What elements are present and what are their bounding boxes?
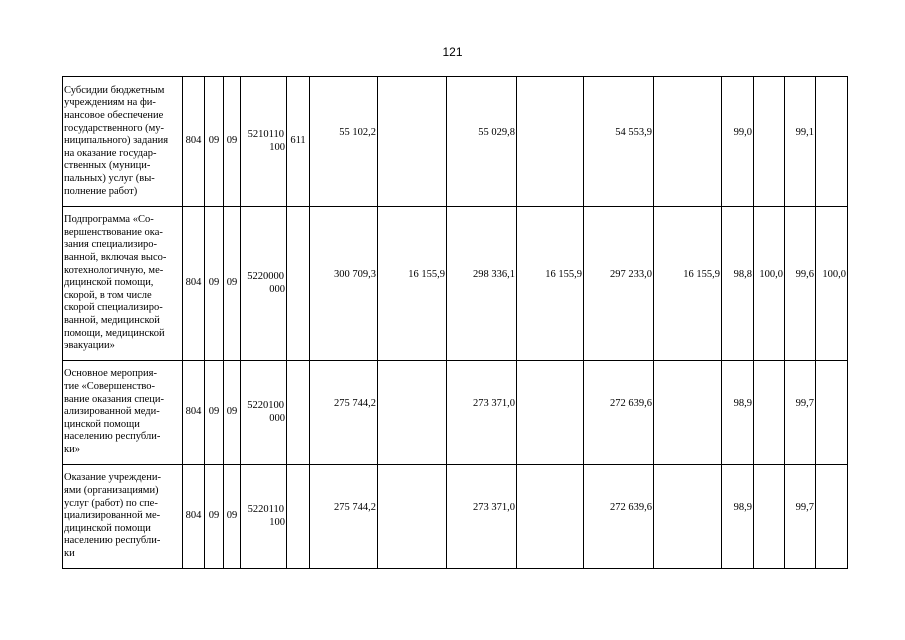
row-name-line: помощи, медицинской <box>64 327 165 339</box>
plan-total-value: 275 744,2 <box>334 398 376 410</box>
table-row <box>63 361 848 465</box>
row-name-line: скорой специализиро- <box>64 302 163 314</box>
percent-approved-federal-value: 100,0 <box>822 269 846 281</box>
percent-approved-total <box>785 77 816 207</box>
table-row <box>63 465 848 569</box>
row-name-line: полнение работ) <box>64 185 138 197</box>
target-article-code-top: 5210110 <box>247 128 284 140</box>
row-name <box>63 207 183 361</box>
row-name-line: ниципального) задания <box>64 135 169 147</box>
percent-approved-total-value: 99,7 <box>795 398 814 410</box>
table-row <box>63 77 848 207</box>
target-article-code-bottom: 000 <box>269 412 285 424</box>
row-name-line: ями (организациями) <box>64 485 159 497</box>
plan-total-value: 55 102,2 <box>339 127 376 139</box>
percent-approved-total-value: 99,1 <box>795 127 814 139</box>
approved-total <box>447 207 517 361</box>
target-article-code-top: 5220100 <box>247 399 284 411</box>
row-name-line: ки» <box>64 443 80 455</box>
subsection-code: 09 <box>224 207 241 361</box>
row-name-line: циализированной ме- <box>64 510 161 522</box>
row-name-line: ванной, включая высо- <box>64 252 167 264</box>
approved-total-value: 273 371,0 <box>473 398 515 410</box>
budget-table <box>62 76 848 569</box>
approved-federal <box>517 77 584 207</box>
percent-plan-federal <box>754 361 785 465</box>
expense-type-code <box>287 465 310 569</box>
target-article-code <box>241 465 287 569</box>
percent-approved-total-value: 99,7 <box>795 502 814 514</box>
row-name-line: нансовое обеспечение <box>64 110 164 122</box>
approved-federal <box>517 207 584 361</box>
row-name-line: Основное мероприя- <box>64 368 157 380</box>
percent-approved-total <box>785 361 816 465</box>
row-name-line: котехнологичную, ме- <box>64 264 164 276</box>
row-name-line: ализированной меди- <box>64 406 160 418</box>
section-code: 09 <box>205 207 224 361</box>
plan-total-value: 300 709,3 <box>334 269 376 281</box>
percent-plan-total <box>722 77 754 207</box>
page-number: 121 <box>442 45 463 59</box>
percent-plan-total <box>722 465 754 569</box>
percent-plan-total-value: 98,9 <box>733 502 752 514</box>
subsection-code: 09 <box>224 361 241 465</box>
executed-federal <box>654 361 722 465</box>
ministry-code: 804 <box>183 77 205 207</box>
row-name-line: скорой, в том числе <box>64 289 152 301</box>
percent-approved-federal <box>816 465 848 569</box>
row-name-line: эвакуации» <box>64 340 115 352</box>
approved-total <box>447 77 517 207</box>
row-name-line: тие «Совершенство- <box>64 381 156 393</box>
table-row <box>63 207 848 361</box>
row-name-line: вание оказания специ- <box>64 393 165 405</box>
approved-total-value: 298 336,1 <box>473 269 515 281</box>
row-name-line: ственных (муници- <box>64 160 151 172</box>
ministry-code: 804 <box>183 465 205 569</box>
percent-plan-total-value: 98,8 <box>733 269 752 281</box>
row-name-line: ванной, медицинской <box>64 314 160 326</box>
row-name-line: услуг (работ) по спе- <box>64 497 158 509</box>
row-name <box>63 465 183 569</box>
target-article-code-top: 5220110 <box>247 503 284 515</box>
executed-total-value: 272 639,6 <box>610 502 652 514</box>
row-name-line: дицинской помощи, <box>64 277 154 289</box>
section-code: 09 <box>205 465 224 569</box>
approved-federal <box>517 465 584 569</box>
row-name-line: зания специализиро- <box>64 239 158 251</box>
target-article-code <box>241 207 287 361</box>
subsection-code: 09 <box>224 465 241 569</box>
expense-type-code: 611 <box>287 77 310 207</box>
plan-federal <box>378 207 447 361</box>
target-article-code-bottom: 100 <box>269 141 285 153</box>
approved-federal-value: 16 155,9 <box>545 269 582 281</box>
plan-federal <box>378 465 447 569</box>
percent-plan-federal-value: 100,0 <box>759 269 783 281</box>
plan-total <box>310 361 378 465</box>
plan-federal <box>378 361 447 465</box>
approved-total-value: 273 371,0 <box>473 502 515 514</box>
row-name-line: дицинской помощи <box>64 522 151 534</box>
executed-total-value: 297 233,0 <box>610 269 652 281</box>
row-name-line: цинской помощи <box>64 418 140 430</box>
target-article-code-top: 5220000 <box>247 270 284 282</box>
row-name-line: вершенствование ока- <box>64 226 163 238</box>
approved-federal <box>517 361 584 465</box>
percent-approved-federal <box>816 361 848 465</box>
row-name-line: Оказание учреждени- <box>64 472 161 484</box>
plan-federal-value: 16 155,9 <box>408 269 445 281</box>
plan-total <box>310 207 378 361</box>
executed-federal <box>654 77 722 207</box>
executed-total-value: 54 553,9 <box>615 127 652 139</box>
target-article-code <box>241 361 287 465</box>
target-article-code <box>241 77 287 207</box>
plan-total <box>310 465 378 569</box>
row-name <box>63 361 183 465</box>
percent-plan-federal <box>754 207 785 361</box>
percent-plan-total-value: 99,0 <box>733 127 752 139</box>
executed-total-value: 272 639,6 <box>610 398 652 410</box>
percent-plan-federal <box>754 77 785 207</box>
target-article-code-bottom: 000 <box>269 283 285 295</box>
executed-total <box>584 77 654 207</box>
executed-total <box>584 207 654 361</box>
executed-total <box>584 465 654 569</box>
target-article-code-bottom: 100 <box>269 516 285 528</box>
section-code: 09 <box>205 361 224 465</box>
row-name-line: государственного (му- <box>64 122 165 134</box>
row-name-line: на оказание государ- <box>64 147 157 159</box>
percent-approved-total-value: 99,6 <box>795 269 814 281</box>
percent-approved-federal <box>816 77 848 207</box>
expense-type-code <box>287 361 310 465</box>
row-name-line: учреждениям на фи- <box>64 97 156 109</box>
percent-plan-total-value: 98,9 <box>733 398 752 410</box>
percent-approved-total <box>785 207 816 361</box>
row-name-line: ки <box>64 547 75 559</box>
approved-total <box>447 465 517 569</box>
percent-plan-federal <box>754 465 785 569</box>
row-name-line: населению республи- <box>64 535 161 547</box>
row-name-line: Субсидии бюджетным <box>64 84 165 96</box>
ministry-code: 804 <box>183 361 205 465</box>
section-code: 09 <box>205 77 224 207</box>
percent-plan-total <box>722 361 754 465</box>
executed-federal <box>654 207 722 361</box>
percent-plan-total <box>722 207 754 361</box>
percent-approved-total <box>785 465 816 569</box>
subsection-code: 09 <box>224 77 241 207</box>
row-name <box>63 77 183 207</box>
ministry-code: 804 <box>183 207 205 361</box>
plan-total-value: 275 744,2 <box>334 502 376 514</box>
plan-federal <box>378 77 447 207</box>
executed-total <box>584 361 654 465</box>
executed-federal <box>654 465 722 569</box>
row-name-line: пальных) услуг (вы- <box>64 172 155 184</box>
plan-total <box>310 77 378 207</box>
row-name-line: Подпрограмма «Со- <box>64 214 154 226</box>
approved-total-value: 55 029,8 <box>478 127 515 139</box>
executed-federal-value: 16 155,9 <box>683 269 720 281</box>
row-name-line: населению республи- <box>64 431 161 443</box>
percent-approved-federal <box>816 207 848 361</box>
approved-total <box>447 361 517 465</box>
expense-type-code <box>287 207 310 361</box>
